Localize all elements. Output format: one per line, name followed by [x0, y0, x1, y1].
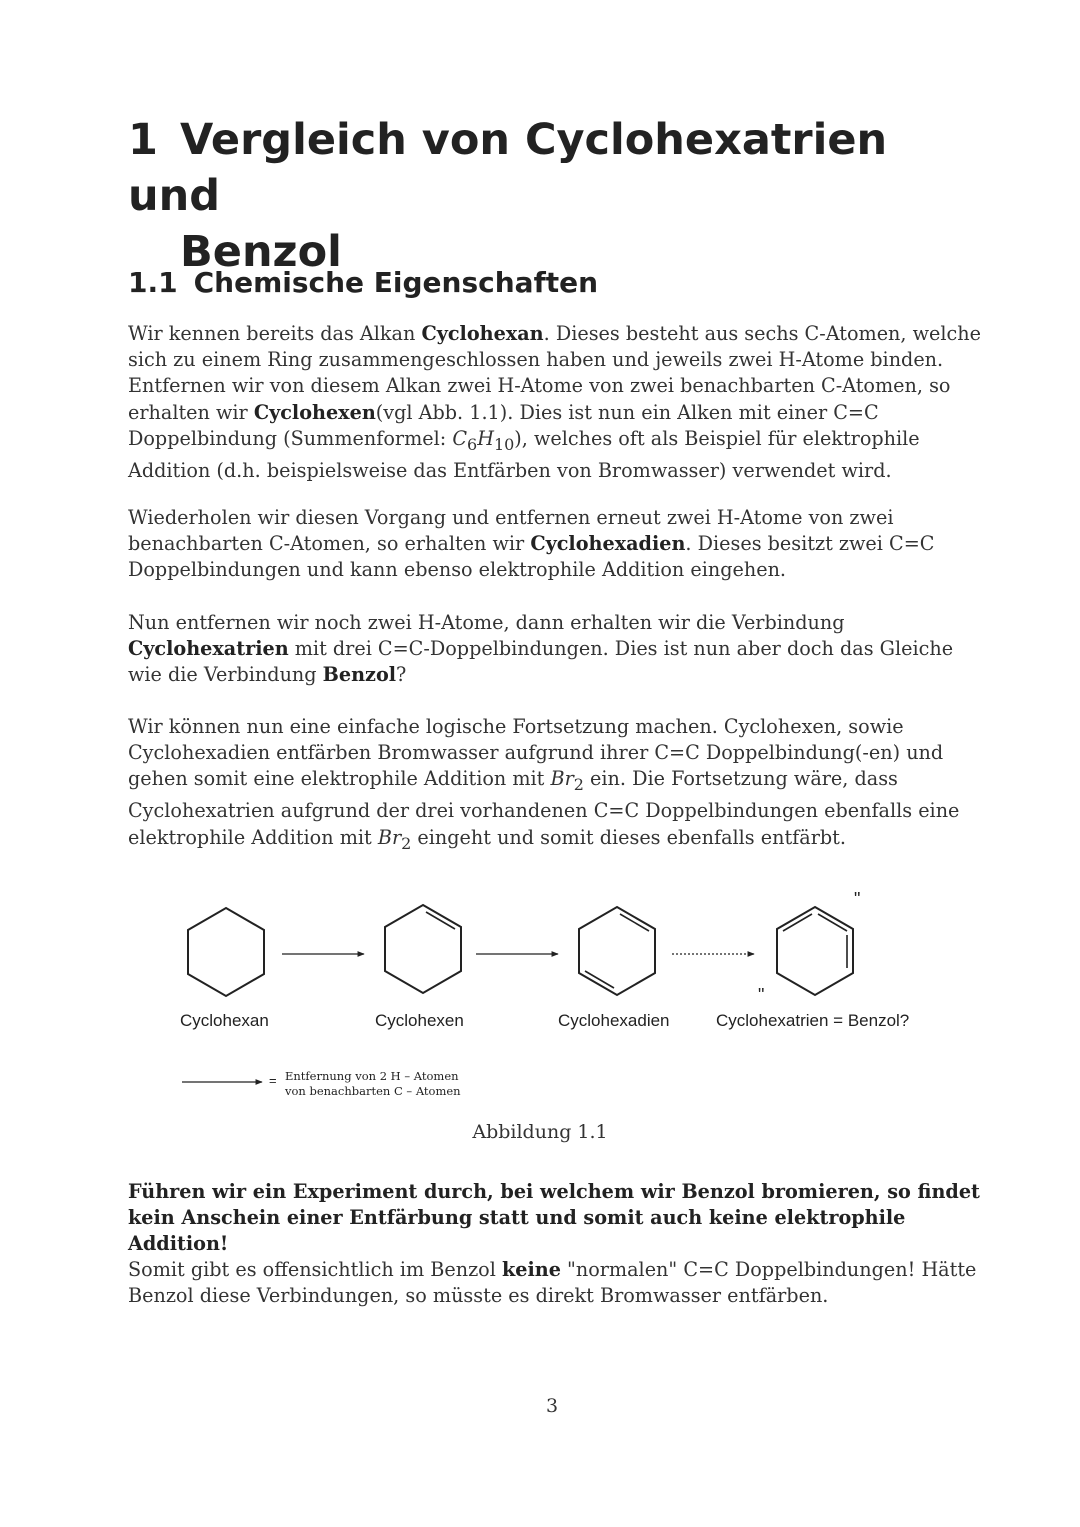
page-number: 3	[545, 1395, 559, 1417]
text-run: ), welches oft als Beispiel für elektrophile Addition (d.h. beispielsweise das Entfärben von Bromwasser) verwendet wird.	[128, 426, 920, 482]
text-run: (vgl Abb. 1.1). Dies ist nun ein Alken mit einer C=C Doppelbindung (Summenformel:	[128, 400, 879, 450]
chapter-number: 1	[128, 115, 158, 165]
text-run: Wiederholen wir diesen Vorgang und entfernen erneut zwei H-Atome von zwei benachbarten C-Atomen, so erhalten wir	[128, 506, 894, 556]
legend-description	[285, 1069, 461, 1099]
label-cyclohexadien: Cyclohexadien	[558, 1011, 670, 1030]
cyclohexan-ring	[188, 908, 264, 996]
text-run: Nun entfernen wir noch zwei H-Atome, dann erhalten wir die Verbindung	[128, 611, 845, 634]
quote-mark-top: "	[854, 889, 861, 909]
quote-mark-bottom: "	[758, 985, 765, 1005]
label-cyclohexen: Cyclohexen	[375, 1011, 464, 1030]
formula-h: H	[477, 426, 494, 450]
text-run: mit drei C=C-Doppelbindungen. Dies ist nun aber doch das Gleiche wie die Verbindung	[128, 637, 954, 687]
text-run: . Dieses besteht aus sechs C-Atomen, welche sich zu einem Ring zusammengeschlossen haben und jeweils zwei H-Atome binden. Entfernen wir von diesem Alkan zwei H-Atome von zwei benachbarten C-Atomen, so erhalten wir	[128, 322, 981, 424]
term-cyclohexen: Cyclohexen	[253, 400, 376, 424]
formula-h-subscript: 10	[493, 434, 515, 454]
text-run: ?	[396, 663, 407, 687]
paragraph-experiment: Führen wir ein Experiment durch, bei welchem wir Benzol bromieren, so findet kein Anschein einer Entfärbung statt und somit auch keine elektrophile Addition!	[128, 1180, 980, 1256]
text-run: . Dieses besitzt zwei C=C Doppelbindungen und kann ebenso elektrophile Addition eingehen.	[128, 532, 935, 582]
cyclohexatrien-ring	[777, 907, 853, 995]
term-cyclohexadien: Cyclohexadien	[530, 532, 686, 556]
term-cyclohexan: Cyclohexan	[421, 322, 544, 345]
term-keine: keine	[501, 1258, 561, 1281]
figure-reaction-sequence	[170, 885, 950, 1115]
paragraph-fortsetzung	[128, 714, 988, 857]
legend-equals: =	[269, 1073, 277, 1088]
formula-c: C	[452, 426, 468, 450]
section-number: 1.1	[128, 266, 178, 299]
formula-c-subscript: 6	[467, 434, 478, 454]
formula-br: Br	[550, 767, 574, 791]
text-run: Wir kennen bereits das Alkan	[128, 322, 422, 345]
section-heading	[128, 266, 598, 300]
label-cyclohexan: Cyclohexan	[180, 1011, 269, 1030]
legend-line1: Entfernung von 2 H – Atomen	[285, 1069, 459, 1083]
text-run: eingeht und somit dieses ebenfalls entfärbt.	[411, 825, 846, 849]
text-run: Wir können nun eine einfache logische Fortsetzung machen. Cyclohexen, sowie Cyclohexadien entfärben Bromwasser aufgrund ihrer C=C Doppelbindung(-en) und gehen somit eine elektrophile Addition mit	[128, 715, 944, 791]
text-run: "normalen" C=C Doppelbindungen! Hätte Benzol diese Verbindungen, so müsste es direkt Bromwasser entfärben.	[128, 1258, 977, 1308]
paragraph-cyclohexan	[128, 321, 988, 484]
figure-caption: Abbildung 1.1	[472, 1121, 608, 1143]
term-benzol: Benzol	[322, 663, 397, 687]
text-run: Somit gibt es offensichtlich im Benzol	[128, 1258, 502, 1281]
section-title: Chemische Eigenschaften	[193, 266, 599, 299]
paragraph-cyclohexatrien	[128, 610, 988, 689]
text-run: ein. Die Fortsetzung wäre, dass Cyclohexatrien aufgrund der drei vorhandenen C=C Doppelbindungen ebenfalls eine elektrophile Addition mit	[128, 767, 960, 849]
formula-br: Br	[377, 825, 402, 849]
formula-br-subscript: 2	[401, 833, 412, 853]
chapter-heading	[128, 112, 988, 280]
legend-line2: von benachbarten C – Atomen	[285, 1084, 461, 1098]
label-cyclohexatrien-benzol: Cyclohexatrien = Benzol?	[716, 1011, 910, 1030]
paragraph-conclusion	[128, 1257, 988, 1309]
term-cyclohexatrien: Cyclohexatrien	[128, 637, 289, 661]
cyclohexen-ring	[385, 905, 461, 993]
chapter-title-line1: Vergleich von Cyclohexatrien und	[128, 115, 888, 221]
paragraph-cyclohexadien	[128, 505, 988, 584]
cyclohexadien-ring	[579, 907, 655, 995]
formula-br-subscript: 2	[573, 775, 584, 795]
chapter-title-line2: Benzol	[180, 227, 342, 277]
